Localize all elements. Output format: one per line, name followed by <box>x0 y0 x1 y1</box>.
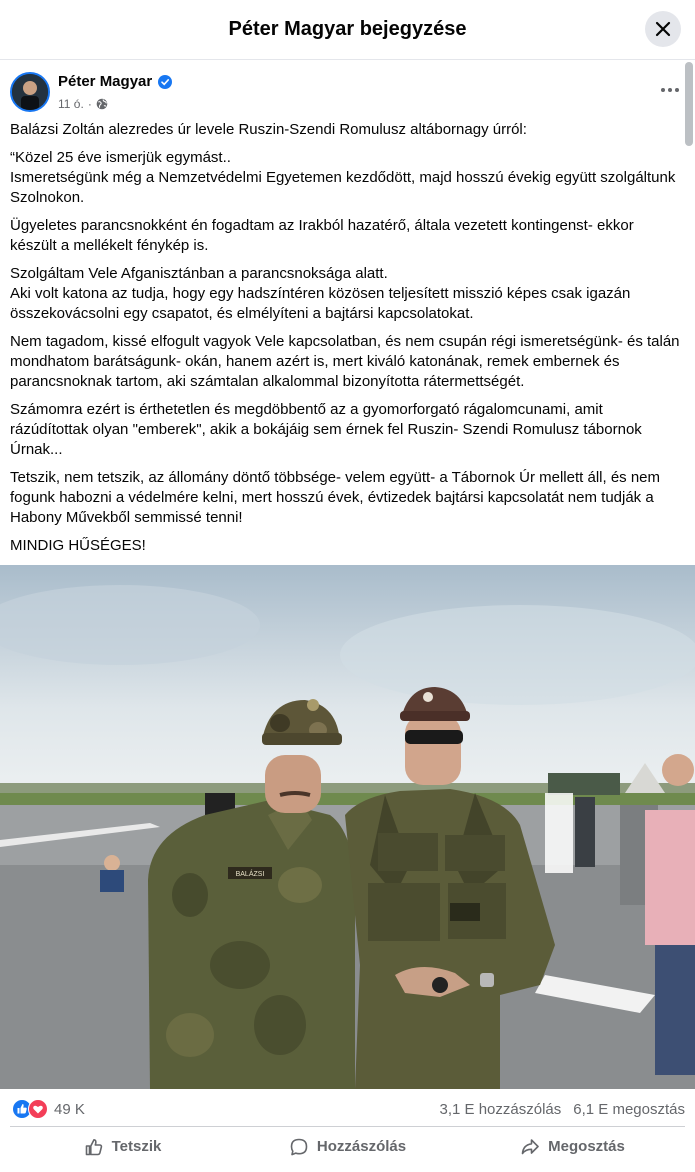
comment-bubble-icon <box>289 1137 309 1157</box>
author-name[interactable]: Péter Magyar <box>58 73 153 90</box>
post-paragraph: Számomra ezért is érthetetlen és megdöbbentő az a gyomorforgató rágalomcunami, amit rázúdítottak olyan "emberek", akik a bokájáig sem érnek fel Ruszin- Szendi Romulusz tábornok Úrnak... <box>10 401 642 458</box>
post-paragraph: Tetszik, nem tetszik, az állomány döntő többsége- velem együtt- a Tábornok Úr mellett áll, és nem fogunk habozni a védelmére kelni, mert hosszú évek, évtizedek bajtársi kapcsolatát nem tudják a Habony Művekből semmissé tenni! <box>10 469 661 526</box>
like-button[interactable] <box>10 1127 235 1166</box>
post-paragraph: Balázsi Zoltán alezredes úr levele Ruszin-Szendi Romulusz altábornagy úrról: <box>10 121 527 138</box>
scrollbar[interactable] <box>685 62 693 146</box>
action-bar <box>10 1126 685 1166</box>
post-header <box>10 70 685 114</box>
post-paragraph: Szolgáltam Vele Afganisztánban a parancsnoksága alatt. Aki volt katona az tudja, hogy egy hadszíntéren közösen teljesített misszió képes csak igazán összekovácsolni egy csapatot, és elmélyíteni a bajtársi kapcsolatokat. <box>10 265 631 322</box>
post-time[interactable]: 11 ó. <box>58 97 84 111</box>
shares-count[interactable]: 6,1 E megosztás <box>573 1101 685 1118</box>
verified-badge-icon <box>158 75 172 89</box>
close-icon <box>655 21 671 37</box>
share-arrow-icon <box>520 1137 540 1157</box>
post-paragraph: “Közel 25 éve ismerjük egymást.. Ismeretségünk még a Nemzetvédelmi Egyetemen kezdődött, majd hosszú évekig együtt szolgáltunk Szolnokon. <box>10 149 676 206</box>
post-text <box>10 120 680 564</box>
post-paragraph: Nem tagadom, kissé elfogult vagyok Vele kapcsolatban, és nem csupán régi ismeretségünk- és talán mondhatom barátságunk- okán, hanem azért is, mert kiváló katonának, remek embernek és parancsnoknak tartom, aki számtalan alkalommal bizonyította rátermettségét. <box>10 333 680 390</box>
share-button[interactable] <box>460 1127 685 1166</box>
meta-separator: · <box>87 97 92 111</box>
modal-header <box>0 0 695 60</box>
close-button[interactable] <box>645 11 681 47</box>
share-button-label: Megosztás <box>548 1138 625 1155</box>
avatar[interactable] <box>10 72 50 112</box>
comment-button[interactable] <box>235 1127 460 1166</box>
reaction-icons[interactable] <box>12 1099 48 1119</box>
comment-button-label: Hozzászólás <box>316 1138 407 1155</box>
reactions-bar <box>0 1092 695 1126</box>
more-dots-icon <box>660 87 680 93</box>
post-photo[interactable] <box>0 565 695 1089</box>
thumbs-up-icon <box>84 1137 104 1157</box>
reaction-count[interactable]: 49 K <box>54 1101 85 1118</box>
globe-icon <box>96 98 108 110</box>
photo-nametag: BALÁZSI <box>235 871 265 878</box>
modal-title: Péter Magyar bejegyzése <box>228 18 467 40</box>
love-reaction-icon <box>28 1099 48 1119</box>
comments-count[interactable]: 3,1 E hozzászólás <box>439 1101 562 1118</box>
more-options-button[interactable] <box>655 78 685 102</box>
post-paragraph: Ügyeletes parancsnokként én fogadtam az Irakból hazatérő, általa vezetett kontingenst- ekkor készült a mellékelt fénykép is. <box>10 217 634 254</box>
post-paragraph: MINDIG HŰSÉGES! <box>10 537 146 554</box>
like-button-label: Tetszik <box>111 1138 162 1155</box>
